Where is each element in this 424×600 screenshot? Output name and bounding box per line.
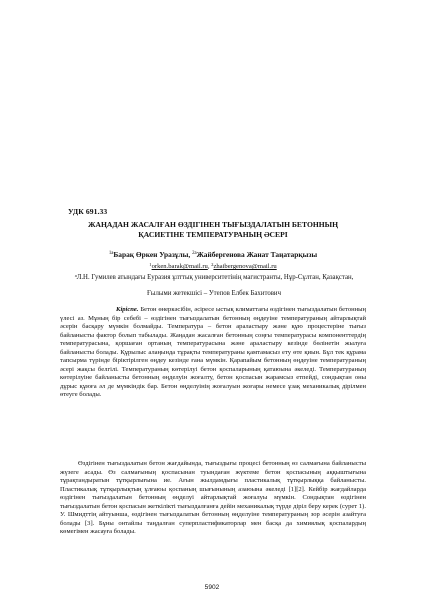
paper-title-line1: ЖАҢАДАН ЖАСАЛҒАН ӨЗДІГІНЕН ТЫҒЫЗДАЛАТЫН БЕТОННЫҢ — [87, 220, 339, 229]
email2-link[interactable]: zhaibergenova@mail.ru — [213, 263, 277, 270]
author2-mark: 2а — [192, 251, 197, 256]
body-paragraph-1 — [60, 306, 366, 400]
body-paragraph-2: Өздігінен тығыздалатын бетон жағдайында, тығыздығы процесі бетонның өз салмағына байланысты жүзеге асады. Өз салмағының қоспасынан туындаған жүктеме бетон қоспасының аққыштығына тұрақтандыратын тұтқырлығына ие. Ағын жылдамдығы пластикалық тұтқырлыққа байланысты. Пластикалық тұтқырлықтың ұлғаюы қоспаның шығынының азаюына әкеледі [1][2]. Кейбір жағдайларда өздігінен тығыздалатын бетонның өңделуі айтарлықтай жоғалуы мүмкін. Сондықтан өздігінен тығыздалатын бетон қоспасын жеткілікті тығыздалғанға дейін механикалық түрде діріл беру керек (сурет 1). У. Шмидттің айтуынша, өздігінен тығыздалатын бетонның өңделуіне температураның зор әсерін азайтуға болады [3]. Бұны онтайлы таңдалған суперпластификаторлар мен басқа да химиялық қоспалардың көмегімен жасауға болады. — [60, 460, 366, 536]
udk-code: УДК 691.33 — [68, 207, 108, 216]
author1-mark: 1а — [108, 251, 114, 256]
author-affiliation — [64, 271, 364, 283]
email1-mark: 1 — [149, 262, 152, 267]
email-separator: , — [207, 263, 210, 270]
paper-title-line2: ҚАСИЕТІНЕ ТЕМПЕРАТУРАНЫҢ ӘСЕРІ — [138, 230, 288, 239]
author-emails — [60, 262, 366, 270]
author-list — [60, 250, 366, 259]
author1-name: Барақ Өркен Уразұлы, — [113, 250, 191, 259]
section-keyword: Кіріспе. — [116, 306, 139, 313]
affiliation-mark: а — [74, 273, 77, 278]
affiliation-text: Л.Н. Гумилев атындағы Еуразия ұлттық университетінің магистранты, Нұр-Сұлтан, Қазақстан, — [76, 274, 354, 281]
email1-link[interactable]: orken.barak@mail.ru — [151, 263, 208, 270]
scientific-advisor: Ғылыми жетекшісі – Утепов Елбек Бахитович — [146, 290, 281, 297]
page-number: 5902 — [204, 584, 220, 591]
author2-name: Жайбергенова Жанат Таңатарқызы — [196, 250, 318, 259]
email2-mark: 2 — [211, 262, 214, 267]
paragraph-1-text: Бетон өнеркәсібін, әсіресе ыстық климаттағы өздігінен тығыздалатын бетонның үлесі аз. Мұның бір себебі – өздігінен тығыздалатын бетонның өңдеуіне температураның айтарлықтай әсерін басқару мүмкін болмайды. Температура – бетон араластыру және құю процестеріне тығыз байланысты фактор болып табылады. Жаңадан жасалған бетонның соңғы температурасы компоненттердің температурасына, қоршаған ортаның температурасына және араластыру кезінде бөлінетін жылуға байланысты болады. Құрылыс алаңында тұрақты температураны қамтамасыз ету өте қиын. Бұл тек құрама тапсырма түрінде біріктірілген өңдеу кезінде ғана мүмкін. Қарапайым бетонның өңдеуіне температураның әсері жақсы белгілі. Температураның көтерілуі бетон қоспаларының қатаюына әкеледі. Температураның көтерілуіне байланысты бетонның өңделуін жоғалту, бетон қоспасын жарамсыз етпейді, сондықтан оны дұрыс құюға әл де мүмкіндік бар. Бетон өңделуінің жоғалуын жоғары немесе ұзақ механикалық дірілмен өтеуге болады. — [60, 306, 366, 399]
